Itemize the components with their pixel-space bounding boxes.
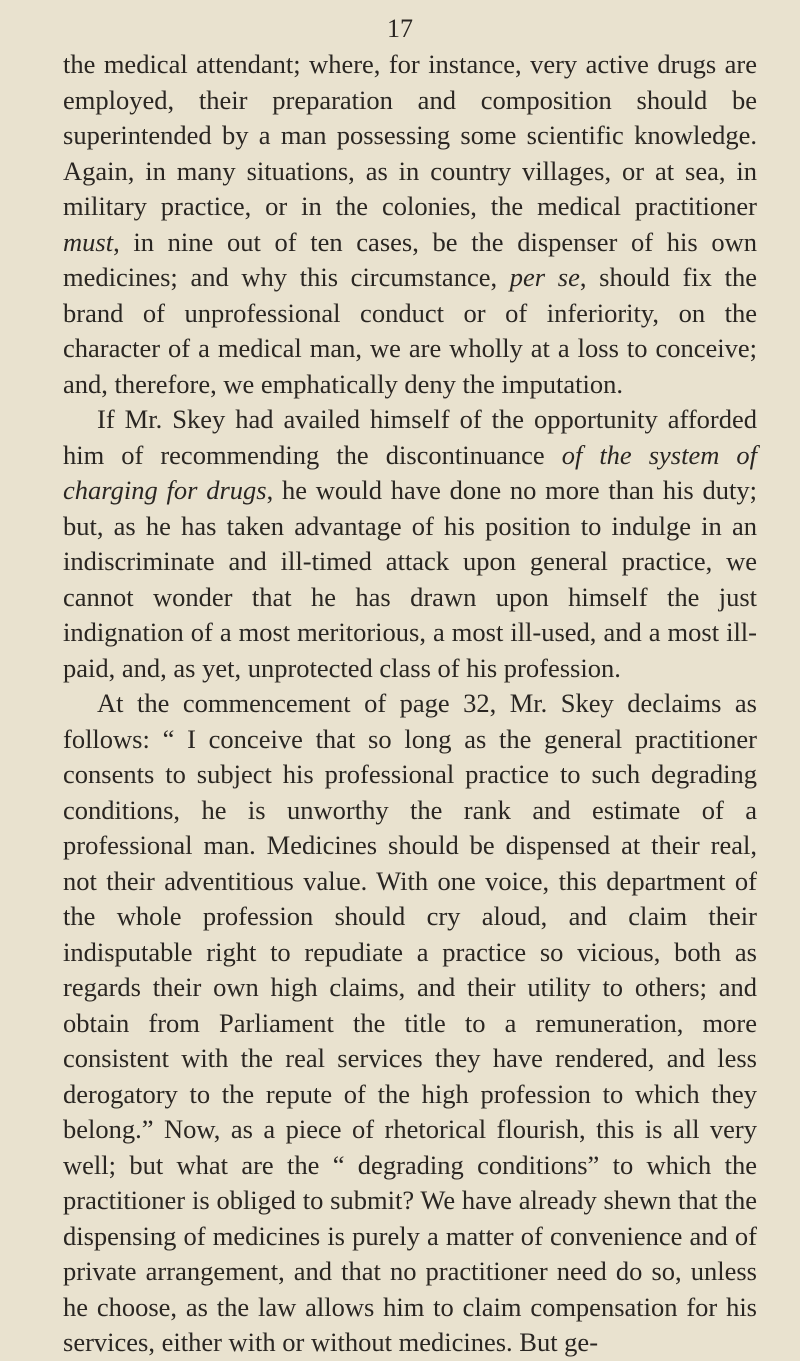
text-segment: If Mr. Skey had availed himself of the opportunity afforded him of recommending the discontinuance <box>63 404 757 470</box>
text-segment: , he would have done no more than his duty; but, as he has taken advantage of his position to indulge in an indiscriminate and ill-timed attack upon general practice, we cannot wonder that he has drawn upon himself the just indignation of a most meritorious, a most ill-used, and a most ill-paid, and, as yet, unprotected class of his profession. <box>63 475 757 683</box>
text-segment: , in nine out of ten cases, be the dispenser of his own medicines; and why this circumstance, <box>63 226 757 292</box>
paragraph-2 <box>63 402 757 686</box>
italic-text: must <box>63 226 114 257</box>
italic-text: of the system of charging for drugs <box>63 439 758 505</box>
paragraph-1 <box>63 47 757 402</box>
body-text <box>63 47 757 1361</box>
text-segment: , should fix the brand of unprofessional conduct or of inferiority, on the character of a medical man, we are wholly at a loss to conceive; and, therefore, we emphatically deny the imputation. <box>63 262 757 399</box>
paragraph-3 <box>63 686 757 1361</box>
page-number: 17 <box>387 14 413 43</box>
italic-text: per se <box>509 262 580 292</box>
text-segment: At the commencement of page 32, Mr. Skey declaims as follows: “ I conceive that so long as the general practitioner consents to subject his professional practice to such degrading conditions, he is unworthy the rank and estimate of a professional man. Medicines should be dispensed at their real, not their adventitious value. With one voice, this department of the whole profession should cry aloud, and claim their indisputable right to repudiate a practice so vicious, both as regards their own high claims, and their utility to others; and obtain from Parliament the title to a remuneration, more consistent with the real services they have rendered, and less derogatory to the repute of the high profession to which they belong.” Now, as a piece of rhetorical flourish, this is all very well; but what are the “ degrading conditions” to which the practitioner is obliged to submit? We have already shewn that the dispensing of medicines is purely a matter of convenience and of private arrangement, and that no practitioner need do so, unless he choose, as the law allows him to claim compensation for his services, either with or without medicines. But ge- <box>63 688 757 1357</box>
text-segment: the medical attendant; where, for instance, very active drugs are employed, their preparation and composition should be superintended by a man possessing some scientific knowledge. Again, in many situations, as in country villages, or at sea, in military practice, or in the colonies, the medical practitioner <box>63 49 757 221</box>
